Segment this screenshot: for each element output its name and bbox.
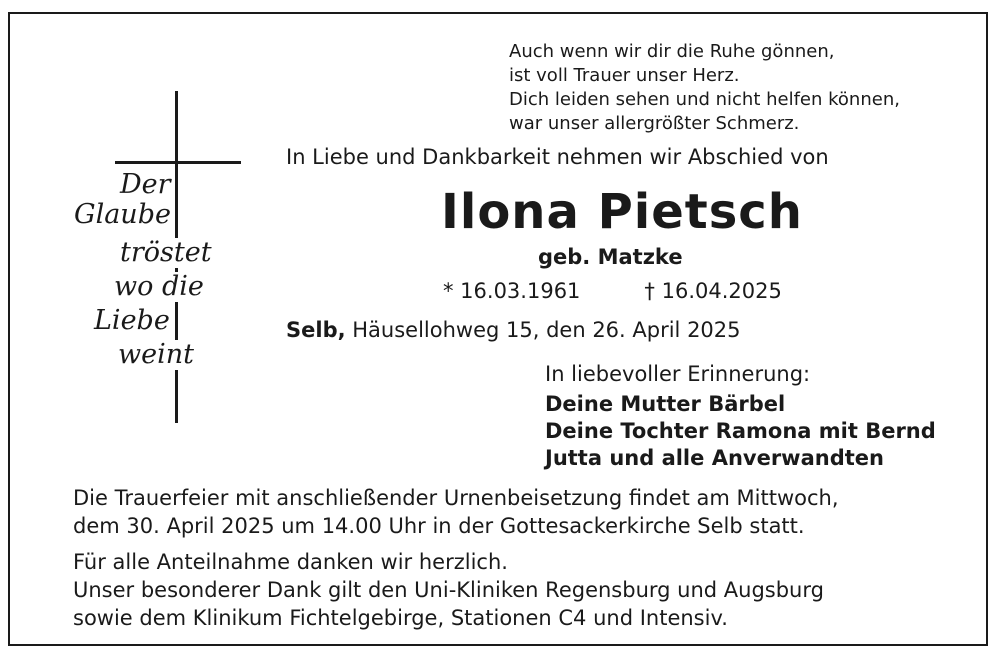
- cross-horizontal-bar: [115, 161, 241, 164]
- mourner: Deine Tochter Ramona mit Bernd: [545, 419, 936, 443]
- ceremony-line: dem 30. April 2025 um 14.00 Uhr in der Gottesackerkirche Selb statt.: [73, 514, 805, 538]
- intro-text: In Liebe und Dankbarkeit nehmen wir Abschied von: [286, 145, 829, 169]
- emblem-word: Der: [120, 169, 171, 200]
- memory-label: In liebevoller Erinnerung:: [545, 362, 811, 386]
- maiden-name: geb. Matzke: [538, 245, 683, 269]
- ceremony-line: Die Trauerfeier mit anschließender Urnenbeisetzung findet am Mittwoch,: [73, 486, 839, 510]
- poem: [509, 40, 900, 136]
- birth-date: * 16.03.1961: [443, 279, 581, 303]
- emblem-word: tröstet: [120, 237, 212, 268]
- death-date: † 16.04.2025: [644, 279, 782, 303]
- mourner: Deine Mutter Bärbel: [545, 392, 786, 416]
- mourner: Jutta und alle Anverwandten: [545, 446, 884, 470]
- ceremony-and-thanks: [73, 484, 839, 632]
- place-city: Selb,: [286, 318, 346, 342]
- life-dates: [443, 276, 782, 306]
- emblem-word: weint: [118, 339, 194, 370]
- emblem-word: wo die: [114, 271, 204, 302]
- deceased-name: Ilona Pietsch: [441, 184, 803, 240]
- emblem-word: Glaube: [74, 199, 171, 230]
- place-and-date: [286, 315, 741, 345]
- poem-line: war unser allergrößter Schmerz.: [509, 113, 800, 134]
- place-address-date: Häusellohweg 15, den 26. April 2025: [345, 318, 741, 342]
- poem-line: ist voll Trauer unser Herz.: [509, 65, 740, 86]
- thanks-line: Für alle Anteilnahme danken wir herzlich.: [73, 550, 508, 574]
- mourners-list: [545, 391, 936, 472]
- poem-line: Auch wenn wir dir die Ruhe gönnen,: [509, 41, 835, 62]
- thanks-line: sowie dem Klinikum Fichtelgebirge, Stationen C4 und Intensiv.: [73, 606, 728, 630]
- poem-line: Dich leiden sehen und nicht helfen können,: [509, 89, 900, 110]
- thanks-line: Unser besonderer Dank gilt den Uni-Kliniken Regensburg und Augsburg: [73, 578, 824, 602]
- emblem-word: Liebe: [94, 305, 170, 336]
